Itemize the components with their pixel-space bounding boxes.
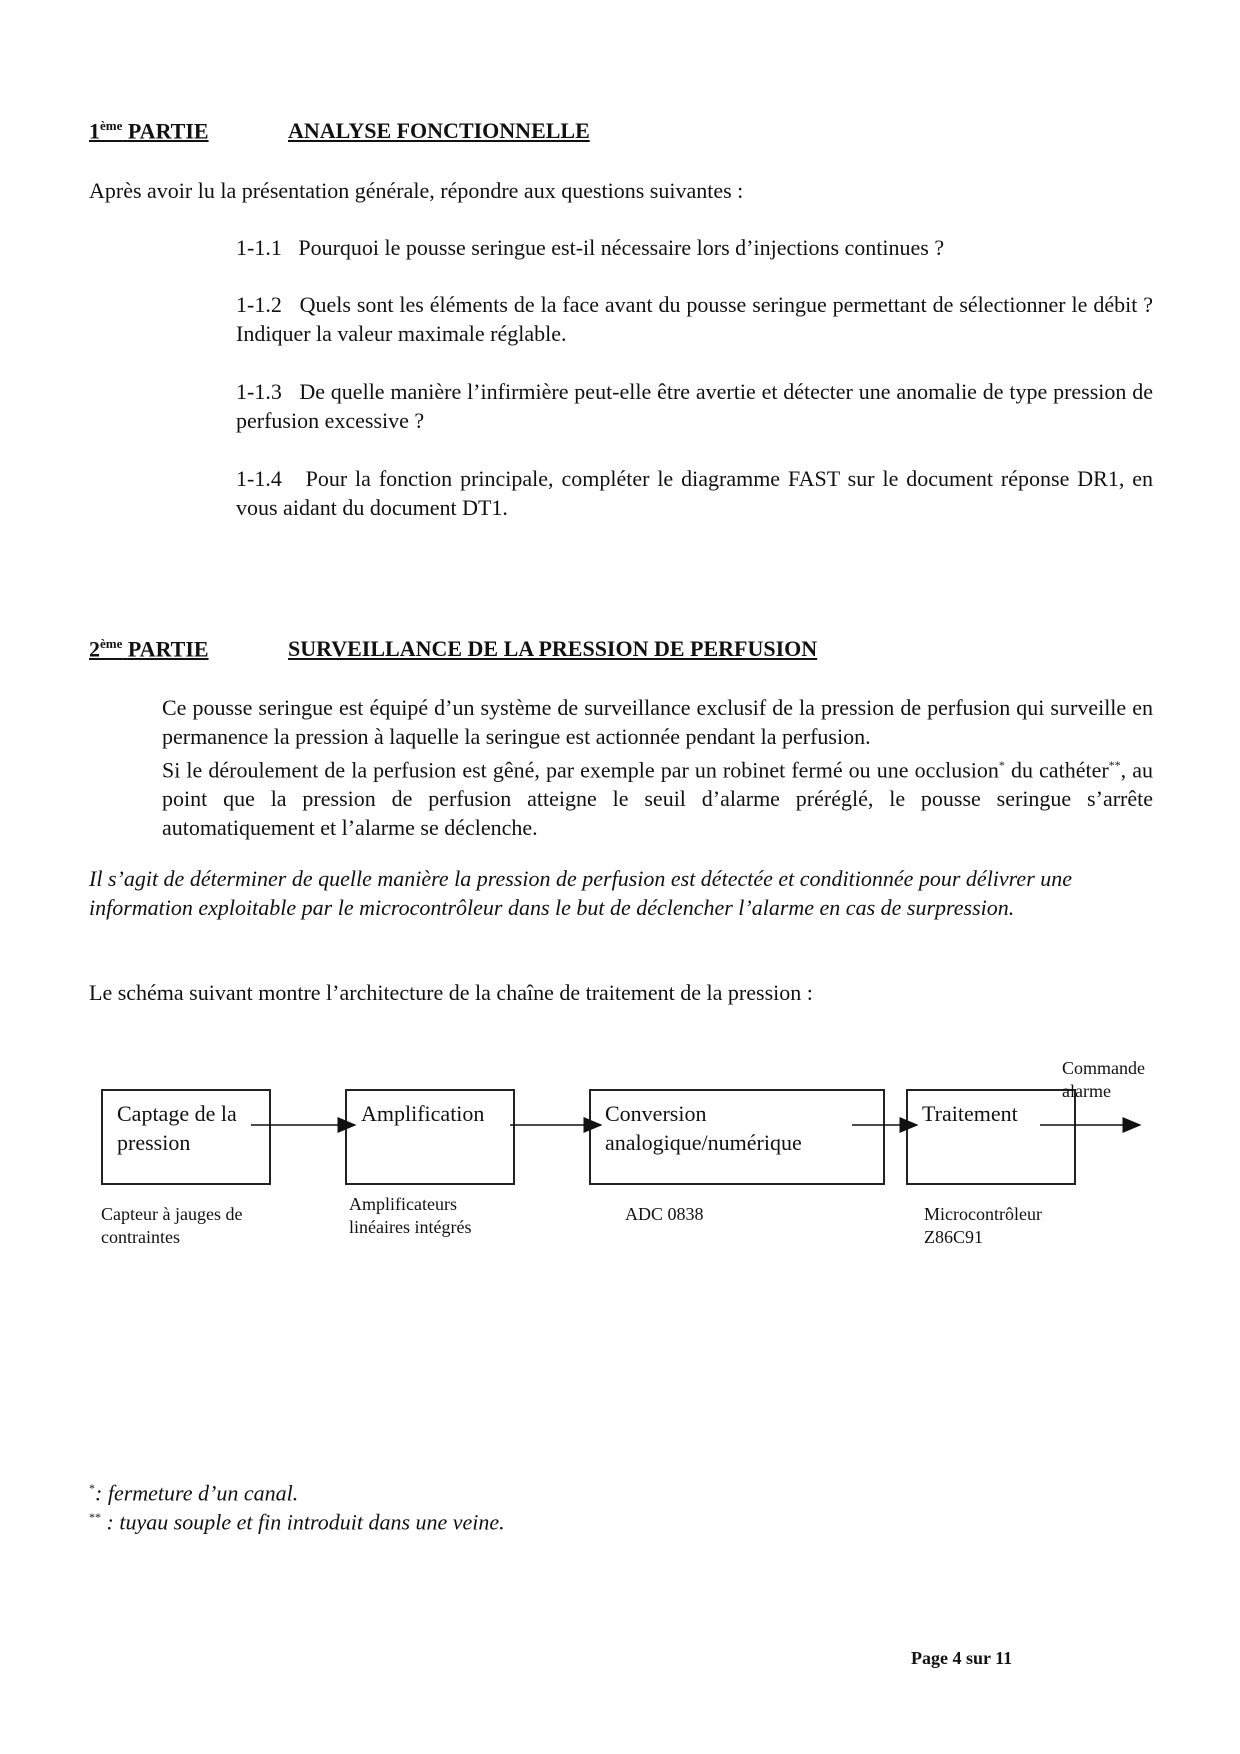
question-number: 1-1.4 [236,466,282,491]
footnote-text: : tuyau souple et fin introduit dans une veine. [106,1509,505,1535]
question-text: Pour la fonction principale, compléter le diagramme FAST sur le document réponse DR1, en vous aidant du document DT1. [236,466,1154,520]
part1-intro: Après avoir lu la présentation générale, répondre aux questions suivantes : [89,178,744,203]
page-number: Page 4 sur 11 [911,1648,1013,1668]
question-text: Quels sont les éléments de la face avant du pousse seringue permettant de sélectionner le débit ? Indiquer la valeur maximale réglable. [236,292,1154,346]
footnote-2 [89,1503,505,1536]
footnote-text: : fermeture d’un canal. [95,1480,299,1506]
footnote-ref-doublestar: ** [1108,758,1121,772]
footnote-ref-star: * [998,758,1005,772]
part1-title: ANALYSE FONCTIONNELLE [288,118,590,143]
question-text: Pourquoi le pousse seringue est-il nécessaire lors d’injections continues ? [298,235,945,260]
part1-partie: PARTIE [127,118,209,144]
caption-conversion: ADC 0838 [625,1204,704,1224]
block-label: Conversion analogique/numérique [605,1101,802,1155]
part1-number: 1 [89,118,100,144]
caption-amplification: Amplificateurs linéaires intégrés [349,1194,472,1237]
block-label: Captage de la pression [117,1101,237,1155]
part2-number: 2 [89,636,100,662]
footnote-mark: * [89,1481,95,1495]
part2-title: SURVEILLANCE DE LA PRESSION DE PERFUSION [288,636,818,661]
output-label: Commande alarme [1062,1058,1145,1101]
part1-suffix: ème [100,118,123,133]
question-number: 1-1.3 [236,379,282,404]
footnote-mark: ** [89,1510,101,1524]
part2-italic-paragraph: Il s’agit de déterminer de quelle manière la pression de perfusion est détectée et conditionnée pour délivrer une information exploitable par le microcontrôleur dans le but de déclencher l’alarme en cas de surpression. [89,866,1073,920]
question-text: De quelle manière l’infirmière peut-elle être avertie et détecter une anomalie de type pression de perfusion excessive ? [236,379,1154,433]
part2-suffix: ème [100,636,123,651]
part2-para-line2: Si le déroulement de la perfusion est gêné, par exemple par un robinet fermé ou une occlusion* du cathéter**, au point que la pression de perfusion atteigne le seuil d’alarme préréglé, le pousse seringue s’arrête automatiquement et l’alarme se déclenche. [162,757,1154,841]
caption-traitement: Microcontrôleur Z86C91 [924,1204,1042,1247]
part2-para-line1: Ce pousse seringue est équipé d’un système de surveillance exclusif de la pression de perfusion qui surveille en permanence la pression à laquelle la seringue est actionnée pendant la perfusion. [162,695,1153,749]
block-label: Amplification [361,1101,485,1126]
question-number: 1-1.1 [236,235,282,260]
block-label: Traitement [922,1101,1018,1126]
caption-captage: Capteur à jauges de contraintes [101,1204,243,1247]
part2-partie: PARTIE [127,636,209,662]
schema-intro: Le schéma suivant montre l’architecture de la chaîne de traitement de la pression : [89,980,813,1005]
question-number: 1-1.2 [236,292,282,317]
